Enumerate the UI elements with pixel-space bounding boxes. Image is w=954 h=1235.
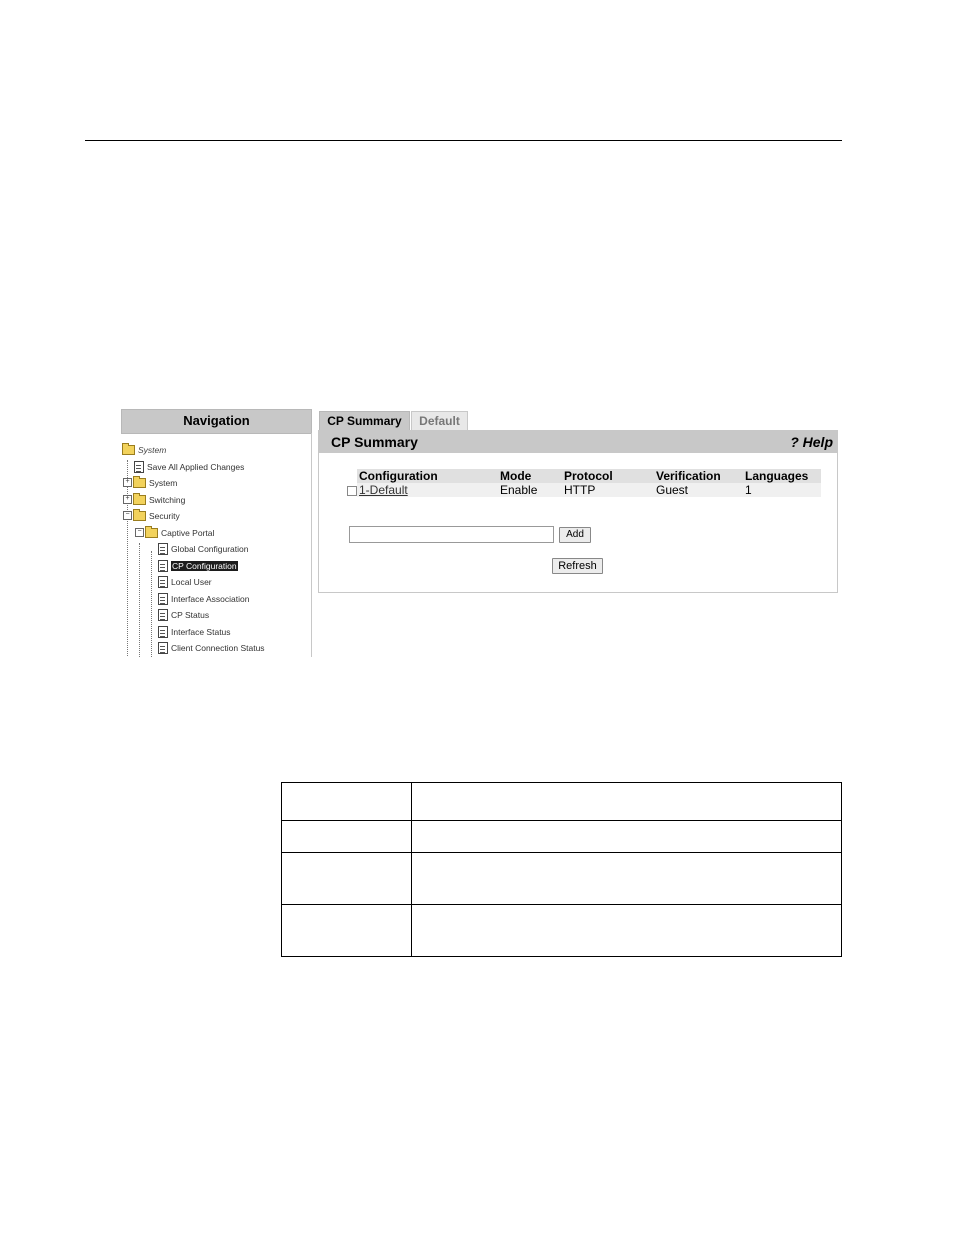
navigation-panel bbox=[121, 409, 312, 657]
tree-item-label: Local User bbox=[171, 577, 212, 587]
expand-plus-icon[interactable]: + bbox=[123, 495, 132, 504]
help-link[interactable]: ? Help bbox=[790, 434, 833, 450]
tree-item-interface-association[interactable] bbox=[158, 592, 249, 606]
table-cell bbox=[282, 853, 412, 905]
folder-open-icon bbox=[133, 511, 146, 521]
document-icon bbox=[158, 593, 168, 605]
tree-item-interface-status[interactable] bbox=[158, 625, 231, 639]
navigation-tree bbox=[121, 433, 312, 657]
table-cell bbox=[412, 783, 842, 821]
tree-item-cp-configuration[interactable] bbox=[158, 559, 238, 573]
column-header-languages: Languages bbox=[743, 469, 821, 483]
collapse-minus-icon[interactable]: − bbox=[123, 511, 132, 520]
expand-plus-icon[interactable]: + bbox=[123, 478, 132, 487]
document-icon bbox=[158, 642, 168, 654]
tree-item-switching[interactable] bbox=[123, 493, 185, 507]
tree-item-label: Switching bbox=[149, 495, 186, 505]
tree-item-root-system[interactable] bbox=[122, 443, 166, 457]
panel-header bbox=[319, 431, 837, 453]
cp-summary-panel bbox=[318, 430, 838, 593]
tab-cp-summary[interactable]: CP Summary bbox=[319, 411, 410, 430]
tree-connector bbox=[139, 543, 140, 657]
tree-item-captive-portal[interactable] bbox=[135, 526, 214, 540]
document-icon bbox=[158, 560, 168, 572]
tree-item-client-connection-status[interactable] bbox=[158, 641, 265, 655]
cell-configuration bbox=[357, 483, 498, 497]
cell-verification: Guest bbox=[654, 483, 743, 497]
tree-item-cp-status[interactable] bbox=[158, 608, 209, 622]
folder-icon bbox=[133, 478, 146, 488]
folder-open-icon bbox=[122, 445, 135, 455]
tree-item-system[interactable] bbox=[123, 476, 177, 490]
tree-item-label: System bbox=[149, 478, 178, 488]
row-checkbox[interactable] bbox=[347, 486, 357, 496]
tree-item-label: Captive Portal bbox=[161, 528, 215, 538]
table-cell bbox=[282, 821, 412, 853]
table-cell bbox=[412, 821, 842, 853]
document-icon bbox=[158, 576, 168, 588]
cell-mode: Enable bbox=[498, 483, 562, 497]
folder-open-icon bbox=[145, 528, 158, 538]
table-row bbox=[282, 783, 842, 821]
table-row bbox=[282, 905, 842, 957]
table-cell bbox=[282, 905, 412, 957]
table-header-row bbox=[347, 469, 821, 483]
configuration-name-input[interactable] bbox=[349, 526, 554, 543]
tab-default[interactable]: Default bbox=[411, 411, 468, 430]
column-header-verification: Verification bbox=[654, 469, 743, 483]
tree-item-label: Save All Applied Changes bbox=[147, 462, 245, 472]
table-row bbox=[282, 853, 842, 905]
column-header-protocol: Protocol bbox=[562, 469, 654, 483]
tree-item-label: System bbox=[138, 445, 167, 455]
column-header-mode: Mode bbox=[498, 469, 562, 483]
page-top-rule bbox=[85, 140, 842, 141]
table-row bbox=[347, 483, 821, 497]
tree-item-label-selected: CP Configuration bbox=[172, 561, 237, 571]
cell-protocol: HTTP bbox=[562, 483, 654, 497]
tree-item-global-configuration[interactable] bbox=[158, 542, 249, 556]
document-icon bbox=[134, 461, 144, 473]
cp-summary-table bbox=[347, 469, 821, 497]
table-cell bbox=[282, 783, 412, 821]
checkbox-header bbox=[347, 469, 357, 483]
panel-title: CP Summary bbox=[331, 434, 418, 450]
tree-item-label: CP Status bbox=[171, 610, 210, 620]
add-button[interactable]: Add bbox=[559, 527, 591, 543]
tree-item-save-all[interactable] bbox=[134, 460, 244, 474]
collapse-minus-icon[interactable]: − bbox=[135, 528, 144, 537]
navigation-title: Navigation bbox=[121, 409, 312, 434]
document-table bbox=[281, 782, 842, 957]
tree-item-security[interactable] bbox=[123, 509, 180, 523]
tree-item-label: Interface Status bbox=[171, 627, 231, 637]
document-icon bbox=[158, 609, 168, 621]
document-icon bbox=[158, 626, 168, 638]
row-checkbox-cell bbox=[347, 483, 357, 497]
table-cell bbox=[412, 853, 842, 905]
column-header-configuration: Configuration bbox=[357, 469, 498, 483]
folder-icon bbox=[133, 495, 146, 505]
table-cell bbox=[412, 905, 842, 957]
table-row bbox=[282, 821, 842, 853]
tree-item-label: Client Connection Status bbox=[171, 643, 265, 653]
tree-item-local-user[interactable] bbox=[158, 575, 212, 589]
tree-item-label: Global Configuration bbox=[171, 544, 249, 554]
cell-languages: 1 bbox=[743, 483, 821, 497]
tree-connector bbox=[151, 551, 152, 657]
configuration-link[interactable]: 1-Default bbox=[359, 483, 408, 497]
refresh-button[interactable]: Refresh bbox=[552, 558, 603, 574]
tree-item-label: Security bbox=[149, 511, 180, 521]
tree-item-label: Interface Association bbox=[171, 594, 250, 604]
document-icon bbox=[158, 543, 168, 555]
